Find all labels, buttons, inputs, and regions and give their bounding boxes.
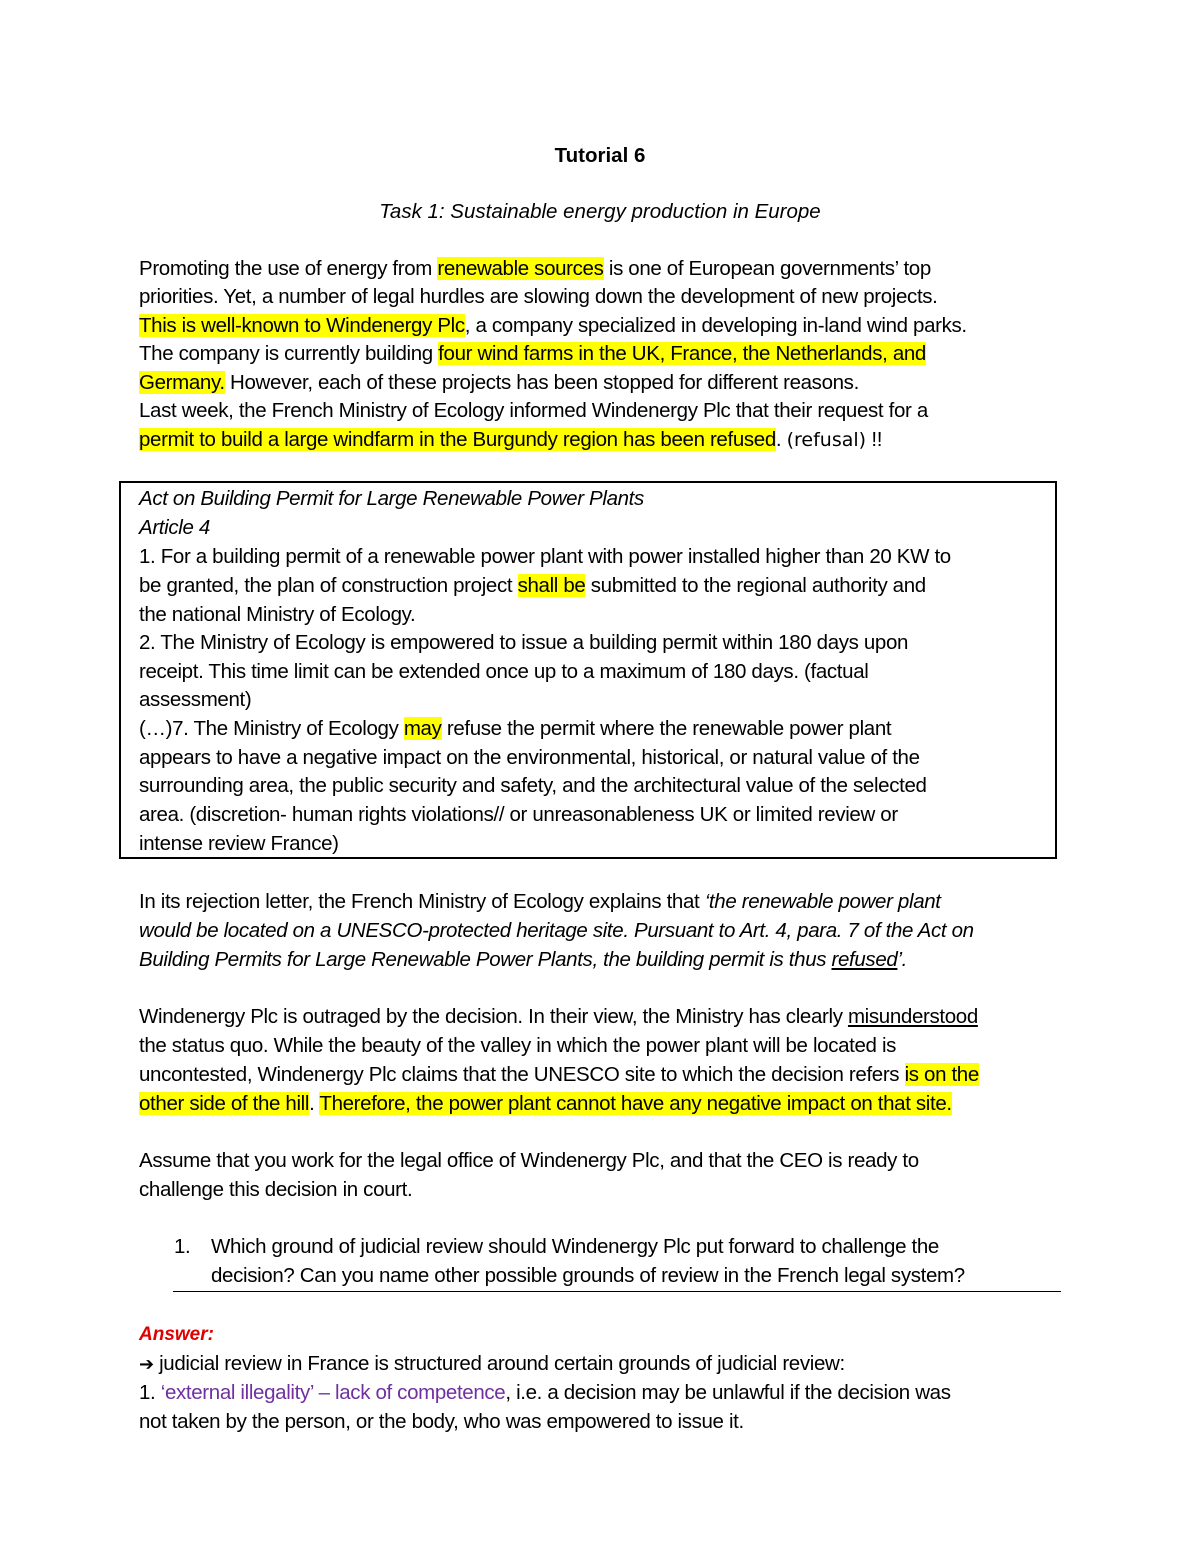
intro-line-1: Promoting the use of energy from renewable sources is one of European governments’ top xyxy=(139,257,931,280)
act-para-7-line-4: area. (discretion- human rights violations// or unreasonableness UK or limited review or xyxy=(139,803,898,826)
rejection-line-3: Building Permits for Large Renewable Power Plants, the building permit is thus refused’. xyxy=(139,948,907,971)
act-para-1-line-2: be granted, the plan of construction project shall be submitted to the regional authority and xyxy=(139,574,926,597)
answer-line-1: ➔ judicial review in France is structured around certain grounds of judicial review: xyxy=(139,1352,845,1375)
question-line-2: decision? Can you name other possible grounds of review in the French legal system? xyxy=(211,1264,965,1287)
question-divider xyxy=(173,1291,1061,1292)
question-line-1: Which ground of judicial review should Windenergy Plc put forward to challenge the xyxy=(211,1235,939,1258)
highlight-on-the: is on the xyxy=(904,1063,979,1086)
rejection-line-1: In its rejection letter, the French Ministry of Ecology explains that ‘the renewable power plant xyxy=(139,890,941,913)
assume-line-2: challenge this decision in court. xyxy=(139,1178,413,1201)
act-para-2-line-3: assessment) xyxy=(139,688,252,711)
highlight-therefore: Therefore, the power plant cannot have any negative impact on that site. xyxy=(319,1092,952,1115)
act-para-2-line-2: receipt. This time limit can be extended once up to a maximum of 180 days. (factual xyxy=(139,660,869,683)
intro-line-4: The company is currently building four wind farms in the UK, France, the Netherlands, and xyxy=(139,342,926,365)
highlight-permit-refused: permit to build a large windfarm in the Burgundy region has been refused xyxy=(139,428,776,451)
intro-line-5: Germany. However, each of these projects has been stopped for different reasons. xyxy=(139,371,859,394)
underlined-misunderstood: misunderstood xyxy=(847,1005,978,1028)
answer-label: Answer: xyxy=(139,1324,214,1345)
highlight-well-known: This is well-known to Windenergy Plc xyxy=(139,314,465,337)
page-title: Tutorial 6 xyxy=(554,144,646,167)
answer-line-2: 1. ‘external illegality’ – lack of competence, i.e. a decision may be unlawful if the decision was xyxy=(139,1381,951,1404)
highlight-germany: Germany. xyxy=(139,371,225,394)
act-para-7-line-1: (…)7. The Ministry of Ecology may refuse the permit where the renewable power plant xyxy=(139,717,892,740)
highlight-four-wind-farms: four wind farms in the UK, France, the Netherlands, and xyxy=(438,342,926,365)
answer-line-3: not taken by the person, or the body, who was empowered to issue it. xyxy=(139,1410,744,1433)
rejection-line-2: would be located on a UNESCO-protected heritage site. Pursuant to Art. 4, para. 7 of the Act on xyxy=(139,919,974,942)
external-illegality-term: ‘external illegality’ – lack of competence xyxy=(160,1381,506,1404)
intro-line-6: Last week, the French Ministry of Ecology informed Windenergy Plc that their request for a xyxy=(139,399,928,422)
intro-line-2: priorities. Yet, a number of legal hurdles are slowing down the development of new projects. xyxy=(139,285,938,308)
highlight-shall-be: shall be xyxy=(517,574,586,597)
act-para-7-line-2: appears to have a negative impact on the environmental, historical, or natural value of the xyxy=(139,746,920,769)
outrage-line-3: uncontested, Windenergy Plc claims that the UNESCO site to which the decision refers is on the xyxy=(139,1063,979,1086)
act-title: Act on Building Permit for Large Renewable Power Plants xyxy=(139,487,644,510)
task-heading: Task 1: Sustainable energy production in Europe xyxy=(379,200,821,223)
outrage-line-4: other side of the hill. Therefore, the power plant cannot have any negative impact on that site. xyxy=(139,1092,952,1115)
refusal-note: (refusal) xyxy=(786,429,867,451)
outrage-line-2: the status quo. While the beauty of the valley in which the power plant will be located is xyxy=(139,1034,897,1057)
intro-line-7: permit to build a large windfarm in the Burgundy region has been refused. (refusal) !! xyxy=(139,428,883,451)
assume-line-1: Assume that you work for the legal office of Windenergy Plc, and that the CEO is ready to xyxy=(139,1149,919,1172)
highlight-other-side: other side of the hill xyxy=(139,1092,310,1115)
underlined-refused: refused xyxy=(831,948,898,971)
act-para-1-line-3: the national Ministry of Ecology. xyxy=(139,603,416,626)
question-number: 1. xyxy=(174,1235,191,1258)
highlight-renewable-sources: renewable sources xyxy=(437,257,604,280)
act-para-7-line-3: surrounding area, the public security and safety, and the architectural value of the selected xyxy=(139,774,927,797)
act-article: Article 4 xyxy=(139,516,210,539)
act-para-1-line-1: 1. For a building permit of a renewable power plant with power installed higher than 20 KW to xyxy=(139,545,951,568)
highlight-may: may xyxy=(403,717,442,740)
act-para-7-line-5: intense review France) xyxy=(139,832,339,855)
intro-line-3: This is well-known to Windenergy Plc, a company specialized in developing in-land wind parks. xyxy=(139,314,967,337)
outrage-line-1: Windenergy Plc is outraged by the decision. In their view, the Ministry has clearly misunderstood xyxy=(139,1005,978,1028)
arrow-right-icon: ➔ xyxy=(139,1354,154,1375)
act-para-2-line-1: 2. The Ministry of Ecology is empowered to issue a building permit within 180 days upon xyxy=(139,631,909,654)
